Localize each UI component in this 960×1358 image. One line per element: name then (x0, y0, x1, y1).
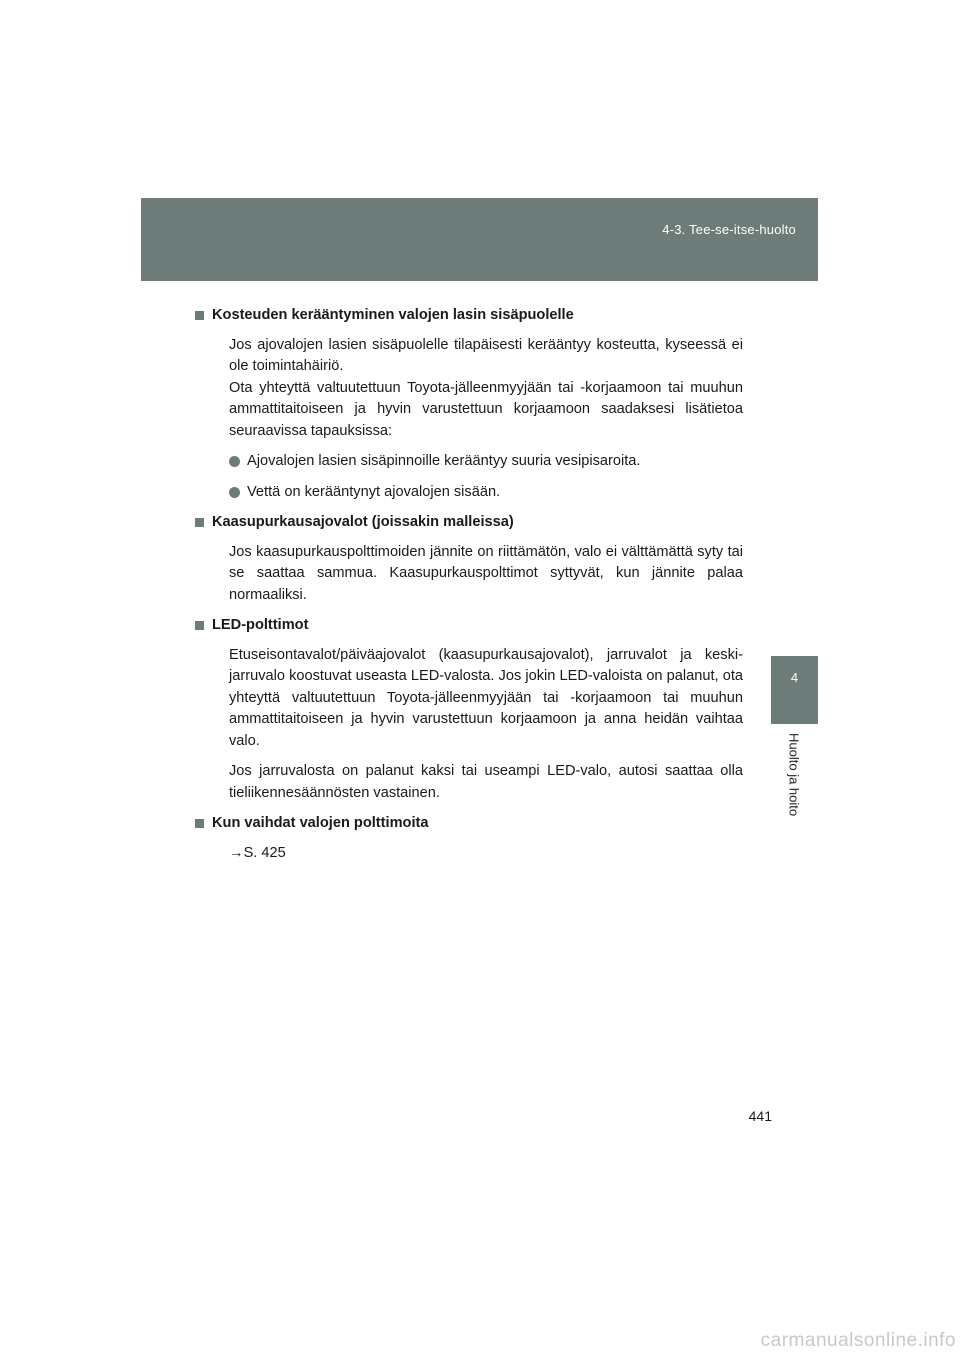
chapter-label: Huolto ja hoito (786, 733, 802, 817)
square-bullet-icon (195, 311, 204, 320)
section-heading: Kun vaihdat valojen polttimoita (195, 813, 743, 835)
square-bullet-icon (195, 621, 204, 630)
section-heading: Kosteuden kerääntyminen valojen lasin sisäpuolelle (195, 305, 743, 327)
section-discharge-headlights (212, 512, 743, 606)
paragraph: Jos ajovalojen lasien sisäpuolelle tilapäisesti kerääntyy kosteutta, kyseessä ei ole toimintahäiriö. (229, 336, 743, 374)
section-bulb-replacement (212, 813, 743, 864)
page-number: 441 (748, 1108, 772, 1124)
square-bullet-icon (195, 819, 204, 828)
chapter-tab (771, 656, 818, 724)
section-led-bulbs (212, 615, 743, 804)
list-item: Ajovalojen lasien sisäpinnoille kerääntyy suuria vesipisaroita. (212, 451, 743, 473)
section-moisture (212, 305, 743, 503)
chapter-number: 4 (790, 670, 799, 685)
paragraph: Etuseisontavalot/päiväajovalot (kaasupurkausajovalot), jarruvalot ja keski-jarruvalo koostuvat useasta LED-valosta. Jos jokin LED-valoista on palanut, ota yhteyttä valtuutettuun Toyota-jälleenmyyjään tai -korjaamoon tai muuhun ammattitaitoiseen ja hyvin varustettuun korjaamoon ja anna heidän vaihtaa valo. (229, 646, 743, 749)
page-content (212, 305, 743, 873)
section-heading: LED-polttimot (195, 615, 743, 637)
paragraph: Ota yhteyttä valtuutettuun Toyota-jälleenmyyjään tai -korjaamoon tai muuhun ammattitaitoiseen ja hyvin varustettuun korjaamoon saadaksesi lisätietoa seuraavissa tapauksissa: (229, 379, 743, 439)
section-heading: Kaasupurkausajovalot (joissakin malleissa) (195, 512, 743, 534)
round-bullet-icon (229, 487, 240, 498)
square-bullet-icon (195, 518, 204, 527)
round-bullet-icon (229, 456, 240, 467)
page-reference-link[interactable]: →S. 425 (229, 844, 286, 861)
paragraph: Jos jarruvalosta on palanut kaksi tai useampi LED-valo, autosi saattaa olla tieliikennesäännösten vastainen. (229, 763, 743, 801)
paragraph: Jos kaasupurkauspolttimoiden jännite on riittämätön, valo ei välttämättä syty tai se saattaa sammua. Kaasupurkauspolttimot syttyvät, kun jännite palaa normaaliksi. (229, 543, 743, 603)
list-item: Vettä on kerääntynyt ajovalojen sisään. (212, 482, 743, 504)
section-title: 4-3. Tee-se-itse-huolto (662, 222, 796, 237)
watermark: carmanualsonline.info (760, 1330, 956, 1351)
header-band (141, 198, 818, 281)
